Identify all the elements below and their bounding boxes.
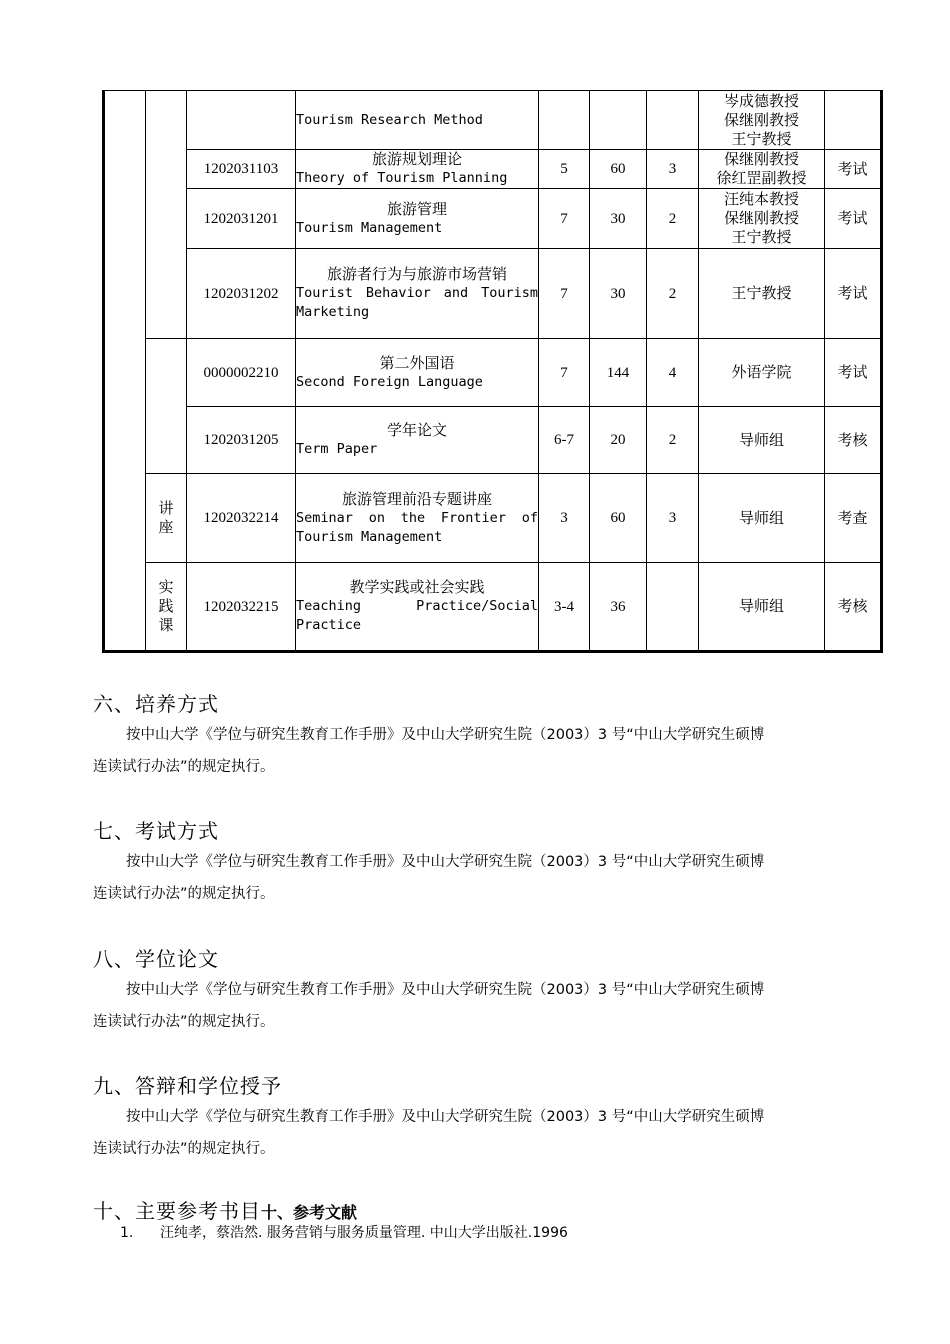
course-hours: 30	[590, 249, 647, 339]
section-thesis	[93, 944, 873, 1038]
course-name: 旅游规划理论 Theory of Tourism Planning	[296, 150, 539, 189]
table-row	[104, 339, 882, 407]
course-teachers: 导师组	[699, 474, 825, 563]
course-semester: 5	[539, 150, 590, 189]
course-name: 第二外国语 Second Foreign Language	[296, 339, 539, 407]
course-credits	[647, 91, 699, 150]
course-assessment: 考试	[825, 189, 882, 249]
section-body: 按中山大学《学位与研究生教育工作手册》及中山大学研究生院（2003）3 号“中山大学研究生硕博 连读试行办法”的规定执行。	[93, 854, 765, 902]
course-teachers: 导师组	[699, 563, 825, 652]
course-hours: 20	[590, 407, 647, 474]
course-semester: 7	[539, 339, 590, 407]
section-heading: 七、考试方式	[93, 819, 219, 843]
course-credits: 4	[647, 339, 699, 407]
section-training-mode	[93, 689, 873, 783]
table-row	[104, 563, 882, 652]
section-defense	[93, 1071, 873, 1165]
course-name: 教学实践或社会实践 Teaching Practice/Social Practice	[296, 563, 539, 652]
table-row	[104, 150, 882, 189]
course-code: 0000002210	[187, 339, 296, 407]
course-name: 旅游者行为与旅游市场营销 Tourist Behavior and Tourism Marketing	[296, 249, 539, 339]
section-body: 按中山大学《学位与研究生教育工作手册》及中山大学研究生院（2003）3 号“中山大学研究生硕博 连读试行办法”的规定执行。	[93, 727, 765, 775]
course-name: 旅游管理 Tourism Management	[296, 189, 539, 249]
course-assessment: 考试	[825, 150, 882, 189]
section-body: 按中山大学《学位与研究生教育工作手册》及中山大学研究生院（2003）3 号“中山大学研究生硕博 连读试行办法”的规定执行。	[93, 1109, 765, 1157]
section-heading: 六、培养方式	[93, 692, 219, 716]
course-teachers: 岑成德教授 保继刚教授 王宁教授	[699, 91, 825, 150]
course-teachers: 王宁教授	[699, 249, 825, 339]
course-semester	[539, 91, 590, 150]
course-teachers: 外语学院	[699, 339, 825, 407]
course-table	[102, 90, 883, 653]
course-credits: 2	[647, 249, 699, 339]
course-code: 1202032214	[187, 474, 296, 563]
course-code: 1202031205	[187, 407, 296, 474]
course-teachers: 保继刚教授 徐红罡副教授	[699, 150, 825, 189]
course-assessment: 考核	[825, 407, 882, 474]
section-heading: 九、答辩和学位授予	[93, 1074, 282, 1098]
course-code: 1202031202	[187, 249, 296, 339]
reference-item: 1. 汪纯孝，蔡浩然. 服务营销与服务质量管理. 中山大学出版社.1996	[120, 1225, 568, 1241]
course-hours: 36	[590, 563, 647, 652]
course-hours: 60	[590, 150, 647, 189]
course-teachers: 导师组	[699, 407, 825, 474]
subcategory-cell	[146, 91, 187, 339]
subcategory-cell	[146, 339, 187, 474]
table-row	[104, 407, 882, 474]
course-credits: 2	[647, 407, 699, 474]
course-semester: 3	[539, 474, 590, 563]
course-semester: 6-7	[539, 407, 590, 474]
section-body: 按中山大学《学位与研究生教育工作手册》及中山大学研究生院（2003）3 号“中山大学研究生硕博 连读试行办法”的规定执行。	[93, 982, 765, 1030]
course-hours	[590, 91, 647, 150]
course-hours: 144	[590, 339, 647, 407]
course-semester: 3-4	[539, 563, 590, 652]
table-row	[104, 474, 882, 563]
course-code: 1202032215	[187, 563, 296, 652]
course-code: 1202031103	[187, 150, 296, 189]
references-heading: 十、主要参考书目十、参考文献	[93, 1199, 358, 1223]
course-credits: 3	[647, 150, 699, 189]
course-credits	[647, 563, 699, 652]
course-assessment: 考试	[825, 249, 882, 339]
course-name: 旅游管理前沿专题讲座 Seminar on the Frontier of Tourism Management	[296, 474, 539, 563]
course-assessment	[825, 91, 882, 150]
course-name: 学年论文 Term Paper	[296, 407, 539, 474]
course-credits: 2	[647, 189, 699, 249]
course-semester: 7	[539, 249, 590, 339]
course-teachers: 汪纯本教授 保继刚教授 王宁教授	[699, 189, 825, 249]
section-heading: 八、学位论文	[93, 947, 219, 971]
course-assessment: 考试	[825, 339, 882, 407]
table-row	[104, 91, 882, 150]
table-row	[104, 189, 882, 249]
course-hours: 60	[590, 474, 647, 563]
course-semester: 7	[539, 189, 590, 249]
course-assessment: 考核	[825, 563, 882, 652]
course-credits: 3	[647, 474, 699, 563]
section-exam-mode	[93, 816, 873, 910]
course-hours: 30	[590, 189, 647, 249]
course-name: Tourism Research Method	[296, 91, 539, 150]
course-code	[187, 91, 296, 150]
table-row	[104, 249, 882, 339]
course-category-lecture: 讲座	[146, 474, 187, 563]
category-cell	[104, 91, 146, 652]
course-code: 1202031201	[187, 189, 296, 249]
course-category-practice: 实践课	[146, 563, 187, 652]
course-assessment: 考查	[825, 474, 882, 563]
